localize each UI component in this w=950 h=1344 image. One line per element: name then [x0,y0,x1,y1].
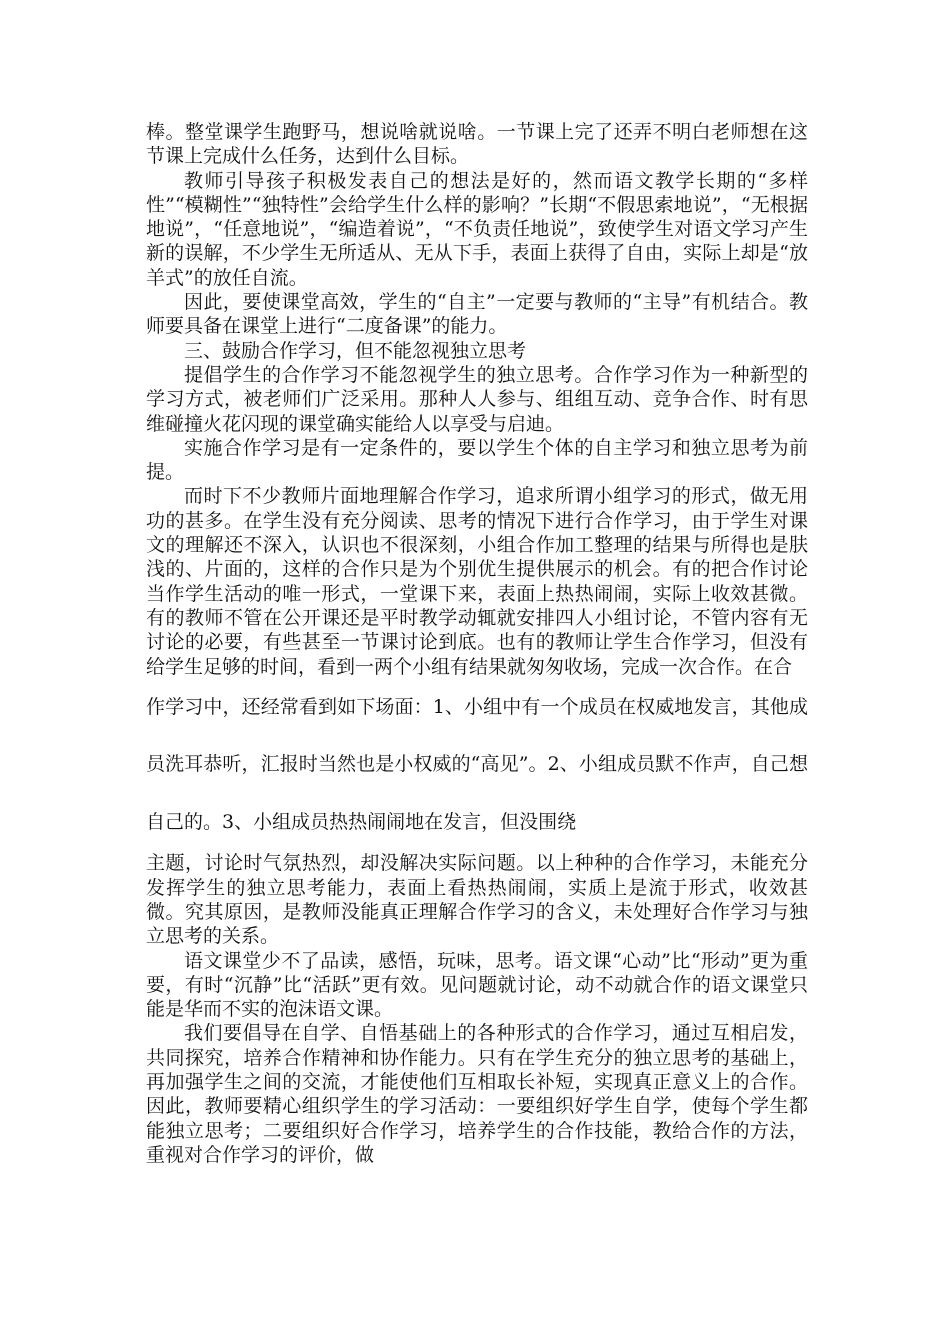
paragraph-4: 提倡学生的合作学习不能忽视学生的独立思考。合作学习作为一种新型的学习方式，被老师们广泛采用。那种人人参与、组组互动、竞争合作、时有思维碰撞火花闪现的课堂确实能给人以享受与启迪。 [146,363,808,435]
paragraph-9: 语文课堂少不了品读，感悟，玩味，思考。语文课“心动”比“形动”更为重要，有时“沉静”比“活跃”更有效。见问题就讨论，动不动就合作的语文课堂只能是华而不实的泡沫语文课。 [146,949,808,1021]
paragraph-10: 我们要倡导在自学、自悟基础上的各种形式的合作学习，通过互相启发，共同探究，培养合作精神和协作能力。只有在学生充分的独立思考的基础上，再加强学生之间的交流，才能使他们互相取长补短，实现真正意义上的合作。因此，教师要精心组织学生的学习活动：一要组织好学生自学，使每个学生都能独立思考；二要组织好合作学习，培养学生的合作技能，教给合作的方法，重视对合作学习的评价，做 [146,1022,808,1166]
paragraph-6: 而时下不少教师片面地理解合作学习，追求所谓小组学习的形式，做无用功的甚多。在学生没有充分阅读、思考的情况下进行合作学习，由于学生对课文的理解还不深入，认识也不很深刻，小组合作加工整理的结果与所得也是肤浅的、片面的，这样的合作只是为个别优生提供展示的机会。有的把合作讨论当作学生活动的唯一形式，一堂课下来，表面上热热闹闹，实际上收效甚微。有的教师不管在公开课还是平时教学动辄就安排四人小组讨论，不管内容有无讨论的必要，有些甚至一节课讨论到底。也有的教师让学生合作学习，但没有给学生足够的时间，看到一两个小组有结果就匆匆收场，完成一次合作。在合 [146,485,808,678]
document-body [146,120,808,1167]
paragraph-1: 棒。整堂课学生跑野马，想说啥就说啥。一节课上完了还弄不明白老师想在这节课上完成什么任务，达到什么目标。 [146,121,808,168]
section-heading: 三、鼓励合作学习，但不能忽视独立思考 [184,339,527,362]
paragraph-8: 主题，讨论时气氛热烈，却没解决实际问题。以上种种的合作学习，未能充分发挥学生的独立思考能力，表面上看热热闹闹，实质上是流于形式，收效甚微。究其原因，是教师没能真正理解合作学习的含义，未处理好合作学习与独立思考的关系。 [146,852,808,948]
paragraph-3: 因此，要使课堂高效，学生的“自主”一定要与教师的“主导”有机结合。教师要具备在课堂上进行“二度备课”的能力。 [146,291,808,338]
paragraph-2: 教师引导孩子积极发表自己的想法是好的，然而语文教学长期的“多样性”“模糊性”“独特性”会给学生什么样的影响？”长期“不假思索地说”，“无根据地说”，“任意地说”，“编造着说”，“不负责任地说”，致使学生对语文学习产生新的误解，不少学生无所适从、无从下手，表面上获得了自由，实际上却是“放羊式”的放任自流。 [146,169,808,289]
paragraph-5: 实施合作学习是有一定条件的，要以学生个体的自主学习和独立思考为前提。 [146,436,808,484]
paragraph-7: 作学习中，还经常看到如下场面：1、小组中有一个成员在权威地发言，其他成员洗耳恭听，汇报时当然也是小权威的“高见”。2、小组成员默不作声，自己想自己的。3、小组成员热热闹闹地在发言，但没围绕 [146,695,808,833]
